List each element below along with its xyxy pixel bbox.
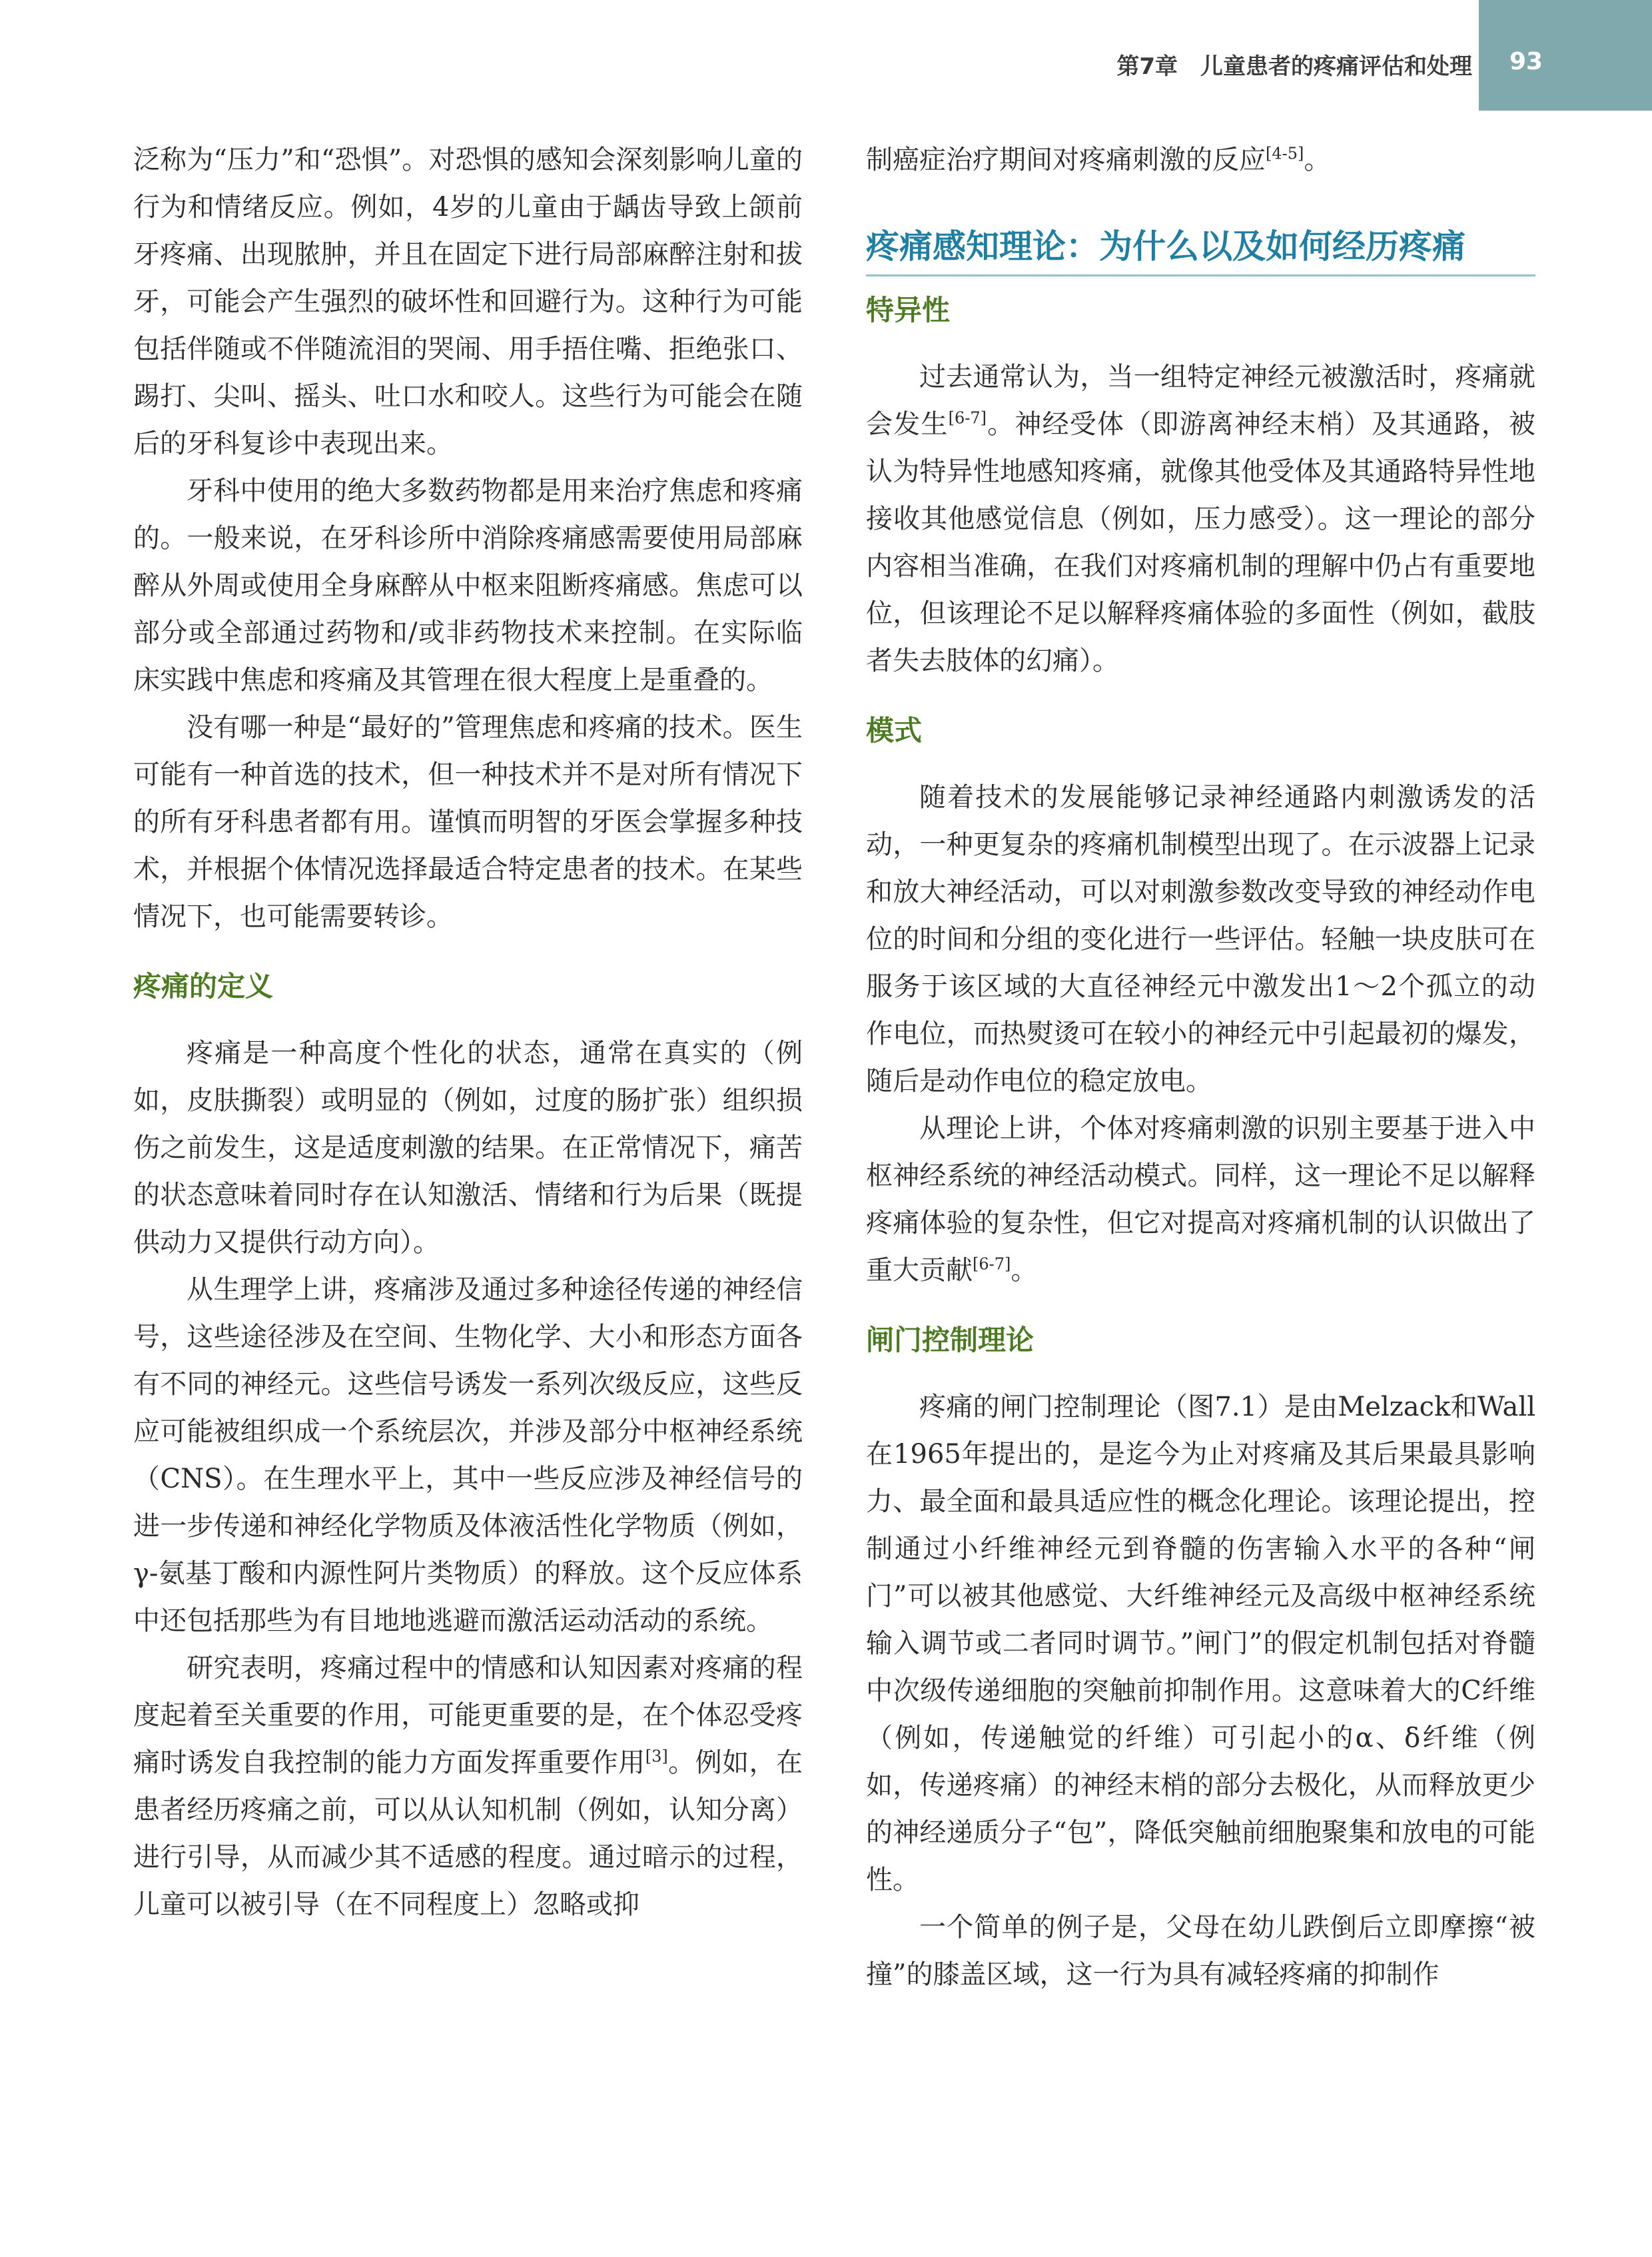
subsection-heading-gate-control: 闸门控制理论	[866, 1324, 1034, 1356]
paragraph	[866, 354, 1535, 685]
right-column	[866, 137, 1535, 1999]
paragraph-text: 从理论上讲，个体对疼痛刺激的识别主要基于进入中枢神经系统的神经活动模式。同样，这一理论不足以解释疼痛体验的复杂性，但它对提高对疼痛机制的认识做出了重大贡献	[866, 1113, 1535, 1286]
paragraph-text: 。神经受体（即游离神经末梢）及其通路，被认为特异性地感知疼痛，就像其他受体及其通路特异性地接收其他感觉信息（例如，压力感受）。这一理论的部分内容相当准确，在我们对疼痛机制的理解中仍占有重要地位，但该理论不足以解释疼痛体验的多面性（例如，截肢者失去肢体的幻痛）。	[866, 409, 1536, 676]
citation-ref: [6-7]	[948, 408, 987, 428]
citation-ref: [4-5]	[1266, 144, 1304, 163]
left-column	[133, 137, 803, 1929]
paragraph: 泛称为“压力”和“恐惧”。对恐惧的感知会深刻影响儿童的行为和情绪反应。例如，4岁的儿童由于龋齿导致上颌前牙疼痛、出现脓肿，并且在固定下进行局部麻醉注射和拔牙，可能会产生强烈的破坏性和回避行为。这种行为可能包括伴随或不伴随流泪的哭闹、用手捂住嘴、拒绝张口、踢打、尖叫、摇头、吐口水和咬人。这些行为可能会在随后的牙科复诊中表现出来。	[133, 145, 803, 459]
paragraph	[133, 1645, 803, 1929]
section-heading-theory: 疼痛感知理论：为什么以及如何经历疼痛	[866, 223, 1535, 276]
chapter-label: 第7章	[1116, 53, 1178, 80]
paragraph-text: 制癌症治疗期间对疼痛刺激的反应	[866, 145, 1266, 175]
paragraph-text: 过去通常认为，当一组特定神经元被激活时，疼痛就会发生	[866, 362, 1535, 440]
page-header	[0, 0, 1652, 111]
paragraph: 疼痛的闸门控制理论（图7.1）是由Melzack和Wall在1965年提出的，是迄今为止对疼痛及其后果最具影响力、最全面和最具适应性的概念化理论。该理论提出，控制通过小纤维神经元到脊髓的伤害输入水平的各种“闸门”可以被其他感觉、大纤维神经元及高级中枢神经系统输入调节或二者同时调节。”闸门”的假定机制包括对脊髓中次级传递细胞的突触前抑制作用。这意味着大的C纤维（例如，传递触觉的纤维）可引起小的α、δ纤维（例如，传递疼痛）的神经末梢的部分去极化，从而释放更少的神经递质分子“包”，降低突触前细胞聚集和放电的可能性。	[866, 1392, 1535, 1895]
chapter-title: 儿童患者的疼痛评估和处理	[1200, 53, 1472, 80]
paragraph: 从生理学上讲，疼痛涉及通过多种途径传递的神经信号，这些途径涉及在空间、生物化学、大小和形态方面各有不同的神经元。这些信号诱发一系列次级反应，这些反应可能被组织成一个系统层次，并涉及部分中枢神经系统（CNS）。在生理水平上，其中一些反应涉及神经信号的进一步传递和神经化学物质及体液活性化学物质（例如，γ-氨基丁酸和内源性阿片类物质）的释放。这个反应体系中还包括那些为有目地地逃避而激活运动活动的系统。	[133, 1274, 803, 1636]
paragraph: 一个简单的例子是，父母在幼儿跌倒后立即摩擦“被撞”的膝盖区域，这一行为具有减轻疼痛的抑制作	[866, 1912, 1535, 1990]
paragraph-text: 研究表明，疼痛过程中的情感和认知因素对疼痛的程度起着至关重要的作用，可能更重要的是，在个体忍受疼痛时诱发自我控制的能力方面发挥重要作用	[133, 1653, 803, 1778]
section-heading-definition: 疼痛的定义	[133, 970, 274, 1003]
citation-ref: [6-7]	[973, 1254, 1011, 1274]
subsection-heading-specificity: 特异性	[866, 294, 951, 326]
paragraph: 牙科中使用的绝大多数药物都是用来治疗焦虑和疼痛的。一般来说，在牙科诊所中消除疼痛感需要使用局部麻醉从外周或使用全身麻醉从中枢来阻断疼痛感。焦虑可以部分或全部通过药物和/或非药物技术来控制。在实际临床实践中焦虑和疼痛及其管理在很大程度上是重叠的。	[133, 476, 803, 695]
paragraph-text: 。	[1011, 1255, 1038, 1286]
page-number-tab	[1479, 0, 1652, 111]
paragraph-text: 。例如，在患者经历疼痛之前，可以从认知机制（例如，认知分离）进行引导，从而减少其不适感的程度。通过暗示的过程，儿童可以被引导（在不同程度上）忽略或抑	[133, 1747, 803, 1920]
running-title	[1116, 48, 1472, 81]
paragraph: 疼痛是一种高度个性化的状态，通常在真实的（例如，皮肤撕裂）或明显的（例如，过度的肠扩张）组织损伤之前发生，这是适度刺激的结果。在正常情况下，痛苦的状态意味着同时存在认知激活、情绪和行为后果（既提供动力又提供行动方向）。	[133, 1038, 803, 1258]
citation-ref: [3]	[645, 1747, 668, 1766]
subsection-heading-pattern: 模式	[866, 714, 923, 747]
paragraph: 没有哪一种是“最好的”管理焦虑和疼痛的技术。医生可能有一种首选的技术，但一种技术并不是对所有情况下的所有牙科患者都有用。谨慎而明智的牙医会掌握多种技术，并根据个体情况选择最适合特定患者的技术。在某些情况下，也可能需要转诊。	[133, 712, 803, 932]
paragraph	[866, 1105, 1535, 1294]
paragraph	[866, 137, 1535, 184]
page-number: 93	[1509, 48, 1543, 75]
paragraph-text: 。	[1304, 145, 1331, 175]
paragraph: 随着技术的发展能够记录神经通路内刺激诱发的活动，一种更复杂的疼痛机制模型出现了。在示波器上记录和放大神经活动，可以对刺激参数改变导致的神经动作电位的时间和分组的变化进行一些评估。轻触一块皮肤可在服务于该区域的大直径神经元中激发出1～2个孤立的动作电位，而热熨烫可在较小的神经元中引起最初的爆发，随后是动作电位的稳定放电。	[866, 782, 1535, 1097]
